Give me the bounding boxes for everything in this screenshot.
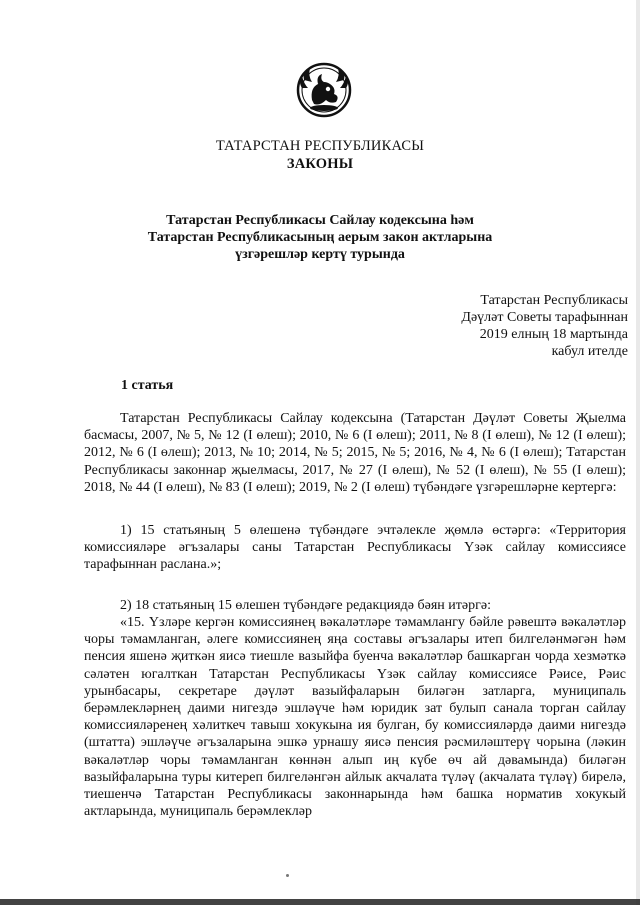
amendment-item-1: 1) 15 статьяның 5 өлешенә түбәндәге эчтәлекле җөмлә өстәргә: «Территория комиссияләре әгъзалары саны Татарстан Республикасы Үзәк сайлау комиссиясе тарафыннан расланa.»; (84, 523, 626, 573)
adoption-line: кабул ителде (551, 344, 628, 359)
adoption-line: 2019 елның 18 мартында (479, 327, 628, 342)
scan-edge (0, 899, 640, 905)
amendment-item-2: 2) 18 статьяның 15 өлешен түбәндәге редакциядә бәян итәргә: (120, 598, 491, 613)
law-title-line: Татарстан Республикасының аерым закон актларына (147, 230, 493, 245)
tatarstan-coat-of-arms-icon (296, 62, 352, 118)
law-title-line: Татарстан Республикасы Сайлау кодексына һәм (166, 213, 474, 228)
law-title-line: үзгәрешләр кертү турында (235, 247, 405, 262)
article-intro-paragraph: Татарстан Республикасы Сайлау кодексына (Татарстан Дәүләт Советы Җыелма басмасы, 2007, № 5, № 12 (I өлеш); 2010, № 6 (I өлеш); 2011, № 8 (I өлеш), № 12 (I өлеш); 2012, № 6 (I өлеш); 2013, № 10; 2014, № 5; 2015, № 5; 2016, № 4, № 6 (I өлеш); Татарстан Республикасы законнар җыелмасы, 2017, № 27 (I өлеш), № 52 (I өлеш), № 55 (I өлеш); 2018, № 44 (I өлеш), № 83 (I өлеш); 2019, № 2 (I өлеш) түбәндәге үзгәрешләрне кертергә: (84, 411, 626, 495)
scan-edge (636, 0, 640, 905)
article-heading: 1 статья (121, 378, 174, 393)
adoption-note (408, 292, 628, 360)
adoption-line: Дәүләт Советы тарафыннан (461, 310, 628, 325)
document-type: ЗАКОНЫ (286, 156, 354, 172)
law-title (120, 212, 520, 263)
adoption-line: Татарстан Республикасы (480, 293, 628, 308)
amendment-quote-paragraph: «15. Үзләре кергән комиссиянең вәкаләтләре тәмамлангу бәйле рәвештә вәкаләтләр чоры тәмамланган, әлеге комиссиянең яңа составы әгъзалары итеп билгеләнмәгән һәм пенсия яшенә җиткән яисә тиешле вазыйфа буенча вәкаләтләр башкарган чорда хезмәткә сәләтен югалткан Татарстан Республикасы Үзәк сайлау комиссиясе Рәисе, Рәис урынбасары, секретаре дәүләт вазыйфаларын биләгән затларга, муниципаль берәмлекләрнең даими нигездә эшләүче һәм юридик зат булып санала торган сайлау комиссияләренең хәлиткеч тавыш хокукына ия булган, бу комиссияләрдә даими нигездә (штатта) эшләүче әгъзаларына эшкә урнашу яисә пенсия рәсмиләштерү чорына (ләкин вәкаләтләр чоры тәмамланган көннән алып иң күбе өч ай дәвамында) биләгән вазыйфаларына туры китереп билгеләнгән айлык акчалата түләү (акчалата түләү) бирелә, тиешенчә Татарстан Республикасы законнарында һәм башка норматив хокукый актларында, муниципаль берәмлекләр (84, 615, 626, 820)
scan-speck (286, 874, 289, 877)
republic-name: ТАТАРСТАН РЕСПУБЛИКАСЫ (215, 138, 425, 154)
